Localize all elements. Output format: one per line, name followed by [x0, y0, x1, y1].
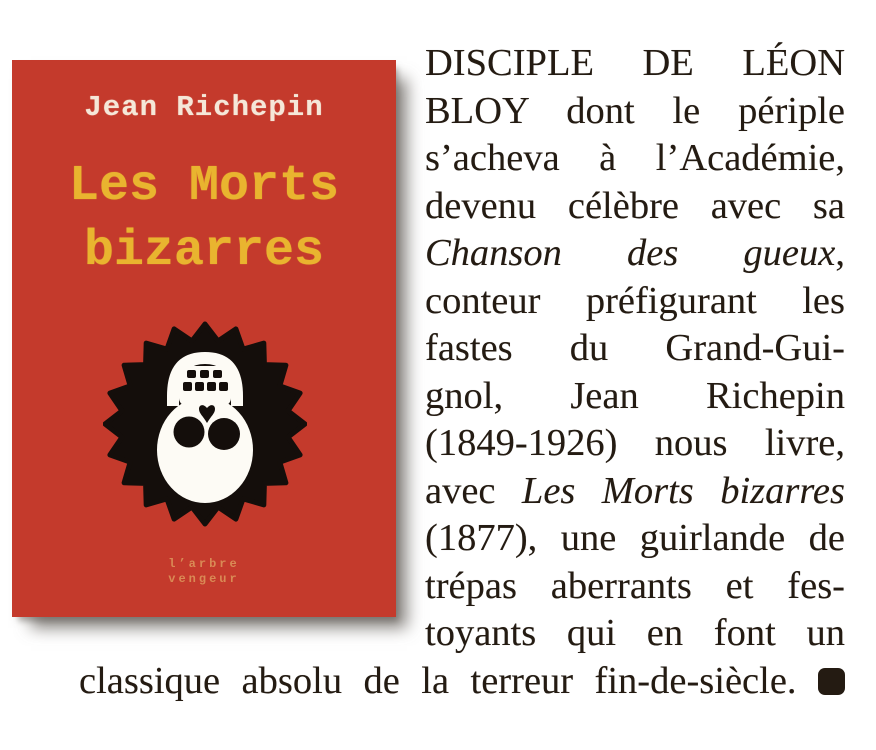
text-line: DISCIPLE DE LÉON — [425, 42, 845, 84]
text-line: conteur préfigurant les — [425, 279, 845, 322]
text-line: BLOY dont le périple — [425, 89, 845, 132]
article-text — [0, 40, 845, 705]
publisher-line2: vengeur — [168, 572, 240, 586]
text-line: s’acheva à l’Académie, — [425, 137, 845, 179]
text-line: (1849-1926) nous livre, — [425, 422, 845, 464]
book-title-line1: Les Morts — [68, 158, 340, 215]
text-line: devenu célèbre avec sa — [425, 184, 845, 227]
article-last-line: classique absolu de la terreur fin-de-siècle. — [79, 658, 845, 706]
text-line: fastes du Grand-Gui- — [425, 327, 845, 369]
text-line: Chanson des gueux, — [425, 232, 845, 274]
publisher-line1: l’arbre — [168, 557, 240, 571]
book-author: Jean Richepin — [84, 91, 324, 124]
text-line: (1877), une guirlande de — [425, 517, 845, 559]
text-line: trépas aberrants et fes- — [425, 564, 845, 607]
text-line: avec Les Morts bizarres — [425, 469, 845, 512]
end-mark-square — [818, 668, 845, 695]
book-title-line2: bizarres — [83, 223, 325, 280]
text-line: gnol, Jean Richepin — [425, 374, 845, 417]
article-column — [0, 40, 845, 658]
text-line: toyants qui en font un — [425, 612, 845, 654]
